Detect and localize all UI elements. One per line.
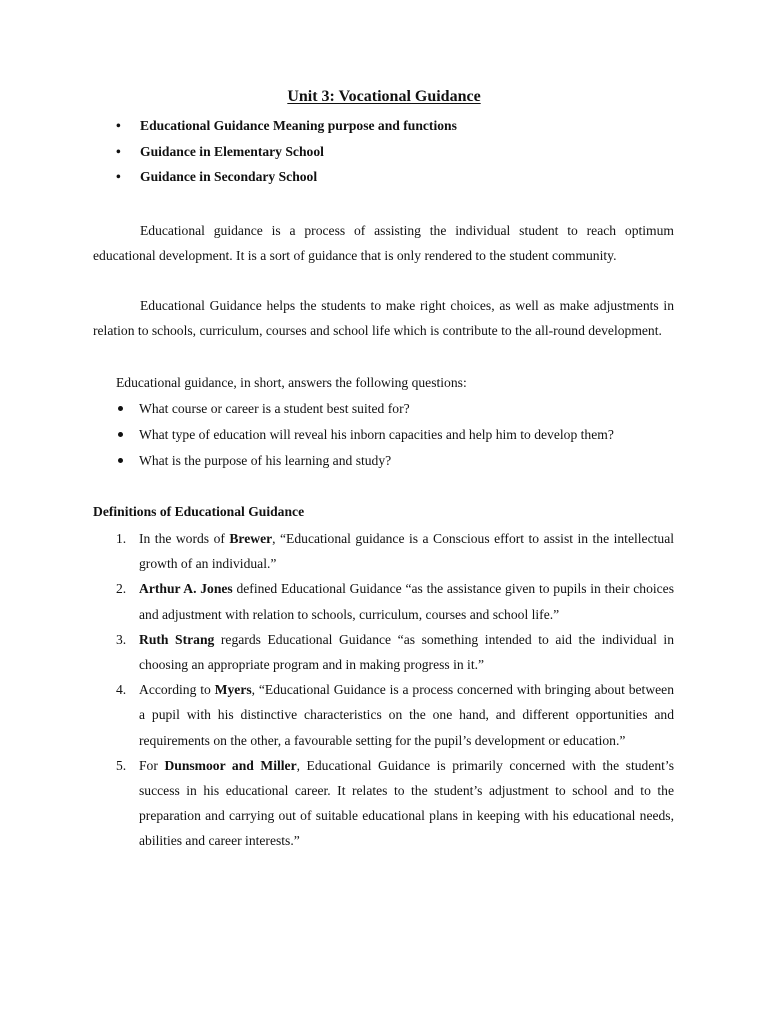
topic-list (116, 117, 457, 194)
definition-text: , “Educational Guidance is a process concerned with bringing about between a pupil with his distinctive characteristics on the one hand, and different opportunities and requirements on the other, a favourable setting for the pupil’s development or education.” (139, 682, 674, 748)
topic-item: • Guidance in Elementary School (116, 143, 457, 169)
author-name: Arthur A. Jones (139, 581, 233, 597)
question-item: What is the purpose of his learning and study? (116, 448, 674, 473)
question-item: What type of education will reveal his inborn capacities and help him to develop them? (116, 422, 674, 447)
author-name: Dunsmoor and Miller (164, 757, 297, 773)
topic-item: • Guidance in Secondary School (116, 168, 457, 194)
definition-text: , Educational Guidance is primarily concerned with the student’s success in his educational career. It relates to the student’s adjustment to school and to the preparation and carrying out of suitable educational plans in keeping with his educational needs, abilities and career interests.” (139, 757, 674, 849)
definition-text: regards Educational Guidance “as something intended to aid the individual in choosing an appropriate program and in making progress in it.” (139, 631, 675, 673)
definition-text: , “Educational guidance is a Conscious effort to assist in the intellectual growth of an individual.” (139, 531, 674, 572)
definitions-list (116, 526, 674, 854)
author-name: Ruth Strang (139, 631, 215, 647)
questions-intro: Educational guidance, in short, answers the following questions: (116, 375, 467, 390)
definition-item (116, 576, 674, 626)
definition-lead: In the words of (139, 531, 230, 546)
definitions-heading: Definitions of Educational Guidance (93, 504, 305, 519)
definition-lead: For (139, 757, 165, 773)
item-number: 1. (116, 531, 127, 546)
topic-item: • Educational Guidance Meaning purpose and functions (116, 117, 457, 143)
definition-item (116, 526, 674, 576)
item-number: 5. (116, 757, 127, 773)
item-number: 4. (116, 682, 127, 698)
definition-item (116, 677, 674, 753)
question-list (116, 396, 674, 474)
intro-paragraph: Educational guidance is a process of assisting the individual student to reach optimum educational development. It is a sort of guidance that is only rendered to the student community. (93, 223, 674, 263)
definition-item (116, 627, 674, 677)
definition-text: defined Educational Guidance “as the assistance given to pupils in their choices and adjustment with relation to schools, curriculum, courses and school life.” (139, 581, 674, 622)
author-name: Brewer (229, 531, 273, 546)
item-number: 3. (116, 631, 127, 647)
definition-lead: According to (139, 682, 215, 698)
author-name: Myers (214, 682, 252, 698)
question-item: What course or career is a student best suited for? (116, 396, 674, 421)
page-title: Unit 3: Vocational Guidance (287, 88, 481, 105)
purpose-paragraph: Educational Guidance helps the students to make right choices, as well as make adjustments in relation to schools, curriculum, courses and school life which is contribute to the all-round development. (93, 298, 674, 338)
definition-item (116, 753, 674, 854)
item-number: 2. (116, 581, 127, 597)
